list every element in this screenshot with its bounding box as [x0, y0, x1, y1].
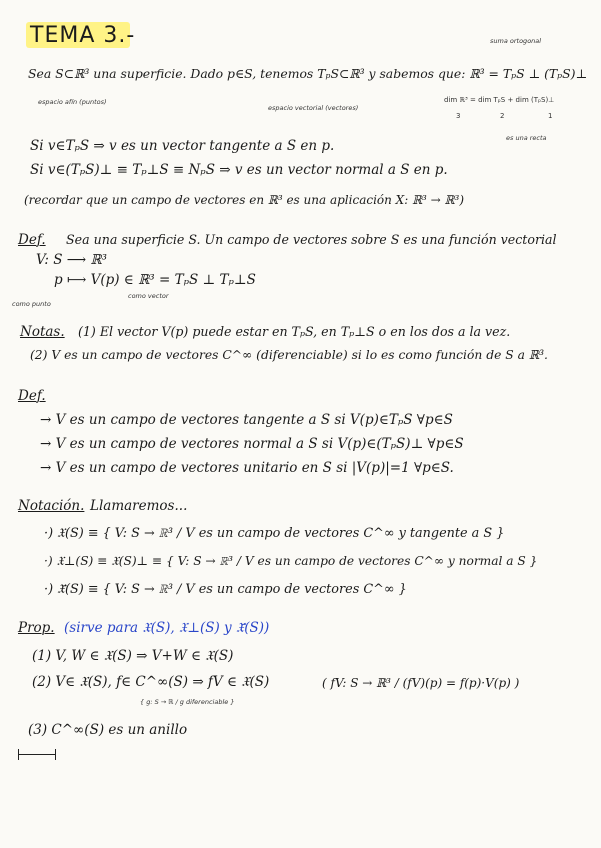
def2-item-normal: → V es un campo de vectores normal a S si V(p)∈(TₚS)⊥ ∀p∈S: [40, 436, 464, 452]
intro-line: Sea S⊂ℝ³ una superficie. Dado p∈S, tenemos TₚS⊂ℝ³ y sabemos que: ℝ³ = TₚS ⊥ (TₚS)⊥: [28, 66, 588, 81]
def2-item-unitario: → V es un campo de vectores unitario en S si |V(p)|=1 ∀p∈S.: [40, 460, 454, 476]
note-1: (1) El vector V(p) puede estar en TₚS, en Tₚ⊥S o en los dos a la vez.: [78, 324, 511, 339]
dim-3: 3: [456, 112, 461, 120]
prop-2: (2) V∈ 𝔛(S), f∈ C^∞(S) ⇒ fV ∈ 𝔛(S): [32, 674, 270, 690]
fact-remember: (recordar que un campo de vectores en ℝ³ es una aplicación X: ℝ³ → ℝ³): [24, 193, 465, 207]
page-title: TEMA 3.-: [30, 23, 136, 48]
end-mark: [18, 754, 56, 755]
note-espacio-afin: espacio afín (puntos): [38, 98, 107, 106]
prop-note: (sirve para 𝔛(S), 𝔛⊥(S) y 𝔛̄(S)): [64, 620, 270, 636]
def1-note-vector: como vector: [128, 292, 169, 300]
dim-line: dim ℝ³ = dim TₚS + dim (TₚS)⊥: [444, 96, 555, 104]
notes-label: Notas.: [20, 324, 65, 340]
end-mark-right: [55, 749, 56, 760]
note-recta: es una recta: [506, 134, 547, 142]
notacion-item-x: ·) 𝔛(S) ≡ { V: S → ℝ³ / V es un campo de vectores C^∞ y tangente a S }: [44, 526, 505, 541]
def1-map-line1: V: S ⟶ ℝ³: [36, 252, 108, 268]
notacion-intro: Llamaremos...: [90, 498, 188, 514]
notacion-label: Notación.: [18, 498, 85, 514]
def1-map-line2: p ⟼ V(p) ∈ ℝ³ = TₚS ⊥ Tₚ⊥S: [54, 272, 256, 288]
prop-2-aside: ( fV: S → ℝ³ / (fV)(p) = f(p)·V(p) ): [322, 676, 520, 690]
def2-item-tangent: → V es un campo de vectores tangente a S si V(p)∈TₚS ∀p∈S: [40, 412, 453, 428]
note-2: (2) V es un campo de vectores C^∞ (diferenciable) si lo es como función de S a ℝ³.: [30, 348, 548, 362]
dim-1: 1: [548, 112, 553, 120]
def1-note-punto: como punto: [12, 300, 51, 308]
def1-label: Def.: [18, 232, 46, 248]
dim-2: 2: [500, 112, 505, 120]
fact-normal: Si v∈(TₚS)⊥ ≡ Tₚ⊥S ≡ NₚS ⇒ v es un vector normal a S en p.: [30, 162, 448, 178]
prop-3: (3) C^∞(S) es un anillo: [28, 722, 188, 738]
prop-1: (1) V, W ∈ 𝔛(S) ⇒ V+W ∈ 𝔛(S): [32, 648, 234, 664]
notacion-item-xbar: ·) 𝔛̄(S) ≡ { V: S → ℝ³ / V es un campo de vectores C^∞ }: [44, 582, 407, 597]
def1-text: Sea una superficie S. Un campo de vectores sobre S es una función vectorial: [66, 232, 557, 247]
note-espacio-vectorial: espacio vectorial (vectores): [268, 104, 359, 112]
prop-2-note: { g: S → ℝ / g diferenciable }: [140, 698, 235, 706]
end-mark-left: [18, 749, 19, 760]
notacion-item-xperp: ·) 𝔛⊥(S) ≡ 𝔛(S)⊥ ≡ { V: S → ℝ³ / V es un campo de vectores C^∞ y normal a S }: [44, 554, 538, 568]
note-suma-ortogonal: suma ortogonal: [490, 37, 542, 45]
fact-tangent: Si v∈TₚS ⇒ v es un vector tangente a S en p.: [30, 138, 335, 154]
def2-label: Def.: [18, 388, 46, 404]
prop-label: Prop.: [18, 620, 55, 636]
